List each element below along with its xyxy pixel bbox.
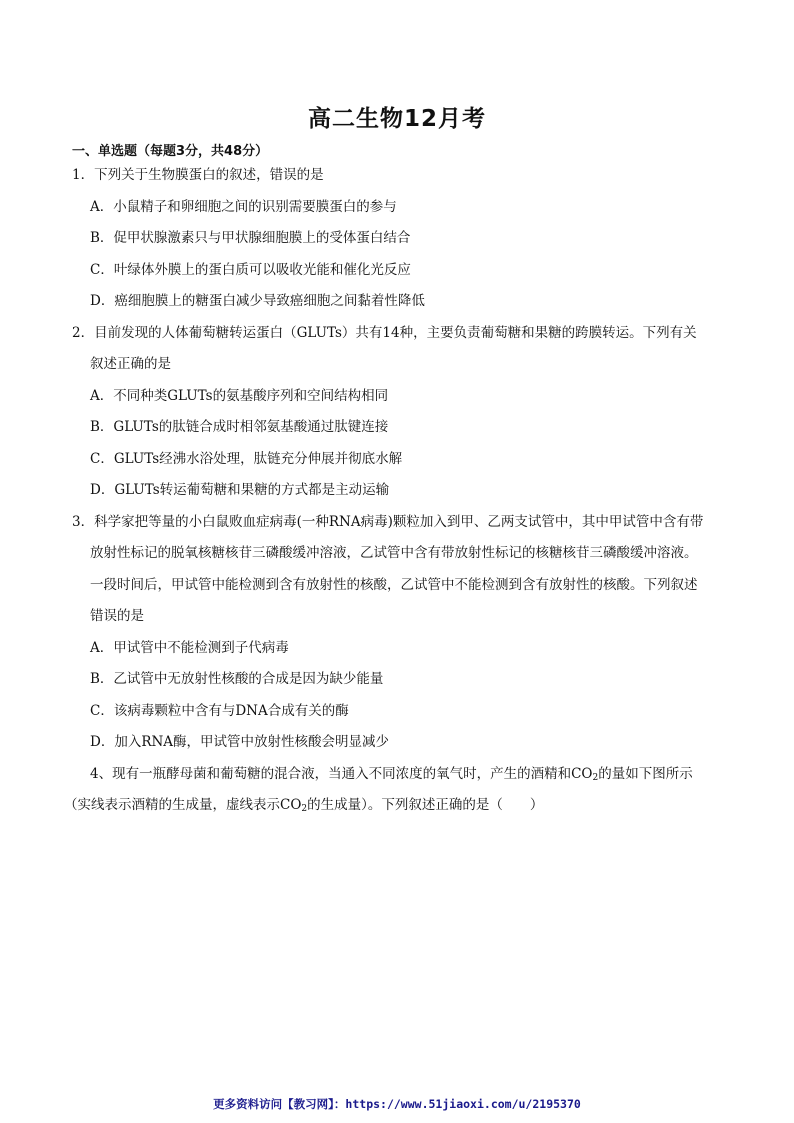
q1-option-d: D．癌细胞膜上的糖蛋白减少导致癌细胞之间黏着性降低	[90, 293, 425, 309]
question-list	[64, 160, 732, 822]
q2-stem-line1: 2．目前发现的人体葡萄糖转运蛋白（GLUTs）共有14种，主要负责葡萄糖和果糖的跨膜转运。下列有关	[72, 324, 697, 341]
q3-option-c: C．该病毒颗粒中含有与DNA合成有关的酶	[90, 702, 349, 719]
q1-option-b: B．促甲状腺激素只与甲状腺细胞膜上的受体蛋白结合	[90, 230, 411, 246]
q2-option-a: A．不同种类GLUTs的氨基酸序列和空间结构相同	[90, 387, 389, 404]
q2-stem-line2: 叙述正确的是	[90, 356, 171, 372]
q1-option-a: A．小鼠精子和卵细胞之间的识别需要膜蛋白的参与	[90, 198, 397, 215]
q3-stem-line1: 3．科学家把等量的小白鼠败血症病毒(一种RNA病毒)颗粒加入到甲、乙两支试管中，其中甲试管中含有带	[72, 513, 704, 530]
q1-stem: 1．下列关于生物膜蛋白的叙述，错误的是	[72, 167, 324, 183]
q4-stem-line1: 4、现有一瓶酵母菌和葡萄糖的混合液，当通入不同浓度的氧气时，产生的酒精和$CO_2$的量如下图所示	[90, 765, 693, 783]
q3-stem-line2: 放射性标记的脱氧核糖核苷三磷酸缓冲溶液，乙试管中含有带放射性标记的核糖核苷三磷酸缓冲溶液。	[90, 545, 698, 561]
section-heading: 一、单选题（每题3分，共48分）	[72, 144, 269, 159]
q3-option-b: B．乙试管中无放射性核酸的合成是因为缺少能量	[90, 671, 384, 687]
q4-stem-line2: （实线表示酒精的生成量，虚线表示$CO_2$的生成量）。下列叙述正确的是（ ）	[64, 797, 544, 814]
q3-stem-line3: 一段时间后，甲试管中能检测到含有放射性的核酸，乙试管中不能检测到含有放射性的核酸。下列叙述	[90, 576, 698, 593]
q3-option-a: A．甲试管中不能检测到子代病毒	[90, 639, 289, 656]
q1-option-c: C．叶绿体外膜上的蛋白质可以吸收光能和催化光反应	[90, 261, 411, 278]
page-title: 高二生物12月考	[307, 106, 486, 132]
q2-option-c: C．GLUTs经沸水浴处理，肽链充分伸展并彻底水解	[90, 450, 403, 467]
q3-stem-line4: 错误的是	[90, 608, 144, 624]
footer-link[interactable]: 更多资料访问【教习网】：https://www.51jiaoxi.com/u/2195370	[213, 1097, 581, 1111]
q2-option-b: B．GLUTs的肽链合成时相邻氨基酸通过肽键连接	[90, 419, 389, 435]
q2-option-d: D．GLUTs转运葡萄糖和果糖的方式都是主动运输	[90, 482, 390, 498]
q3-option-d: D．加入RNA酶，甲试管中放射性核酸会明显减少	[90, 734, 390, 750]
